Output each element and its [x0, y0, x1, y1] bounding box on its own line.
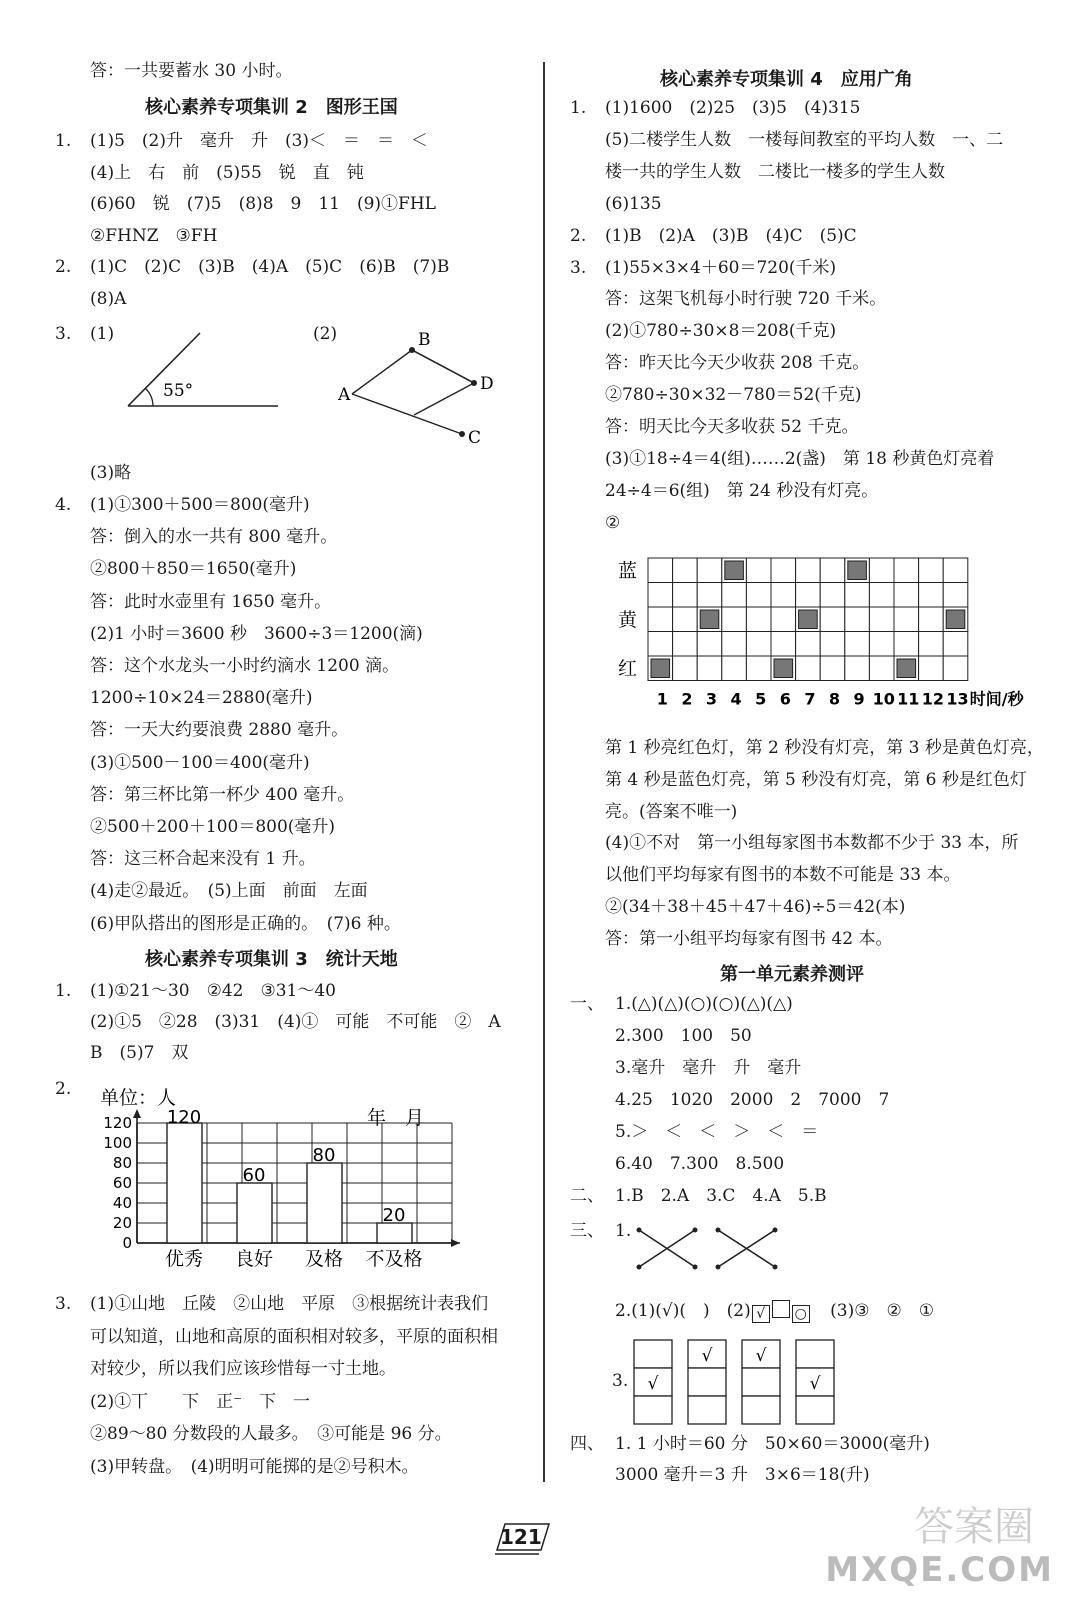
answer-line: (3)甲转盘。 (4)明明可能掷的是②号积木。 [90, 1456, 419, 1477]
question-number: 3. [570, 257, 587, 278]
column-divider [543, 62, 545, 1482]
y-tick-label: 60 [112, 1174, 132, 1192]
grid-cell [845, 583, 870, 608]
category-label: 及格 [304, 1248, 344, 1270]
grid-cell [845, 607, 870, 632]
answer-line: (2)①5 ②28 (3)31 (4)① 可能 不可能 ② A [90, 1012, 501, 1032]
grid-cell [673, 632, 698, 657]
x-label: 4 [730, 689, 742, 709]
question-number: 3. [55, 1294, 72, 1314]
checkbox-checked: √ [752, 1305, 770, 1323]
part-3-number: 三、 [570, 1221, 604, 1241]
answer-line: 楼一共的学生人数 二楼比一楼多的学生人数 [605, 161, 945, 182]
answer-line: (1)①山地 丘陵 ②山地 平原 ③根据统计表我们 [90, 1294, 489, 1314]
answer-line: 6.40 7.300 8.500 [615, 1154, 785, 1174]
grid-cell [673, 607, 698, 632]
grid-cell [943, 632, 968, 657]
grid-cell [697, 583, 722, 608]
answer-line: (1)1600 (2)25 (3)5 (4)315 [605, 98, 861, 118]
grid-cell [771, 632, 796, 657]
grid-cell [820, 583, 845, 608]
grid-cell [919, 558, 944, 583]
grid-cell [894, 607, 919, 632]
checkbox-empty [772, 1300, 790, 1318]
grid-cell [648, 583, 673, 608]
grid-cell [869, 632, 894, 657]
grid-cell [648, 558, 673, 583]
grid-cell [820, 656, 845, 681]
answer-line: (6)135 [605, 193, 662, 214]
x-unit-label: 时间/秒 [969, 689, 1024, 709]
grid-cell [722, 583, 747, 608]
grid-cell [943, 656, 968, 681]
y-tick-label: 80 [112, 1154, 132, 1172]
answer-line: 第 1 秒亮红色灯，第 2 秒没有灯亮，第 3 秒是黄色灯亮， [605, 738, 1044, 758]
category-label: 优秀 [164, 1248, 204, 1270]
grid-cell [771, 607, 796, 632]
answer-line: (2)①丅 下 正⁻ 下 一 [90, 1391, 311, 1412]
answer-line: 对较少，所以我们应该珍惜每一寸土地。 [90, 1359, 396, 1379]
point-d [471, 380, 477, 386]
q3-part3: (3)略 [90, 463, 132, 483]
grid-cell [722, 607, 747, 632]
answer-line: (1)①300＋500＝800(毫升) [90, 495, 310, 515]
grid-cell [894, 558, 919, 583]
part-3-item-2 [615, 1300, 934, 1323]
grid-cell [771, 583, 796, 608]
x-label: 2 [681, 689, 693, 709]
grid-cell [869, 583, 894, 608]
answer-line: 答：这个水龙头一小时约滴水 1200 滴。 [90, 656, 400, 676]
answer-line: (1)①21～30 ②42 ③31～40 [90, 981, 336, 1001]
matching-lines [625, 1222, 785, 1277]
x-label: 10 [872, 689, 895, 709]
answer-line: ②780÷30×32－780＝52(千克) [605, 385, 862, 406]
category-label: 不及格 [365, 1248, 423, 1270]
lit-cell [848, 561, 867, 580]
answer-line: ② [605, 512, 621, 533]
intro-answer: 答：一共要蓄水 30 小时。 [90, 61, 293, 81]
answer-line: 1. 1 小时＝60 分 50×60＝3000(毫升) [615, 1434, 930, 1454]
grid-cell [673, 558, 698, 583]
grid-cell [722, 632, 747, 657]
check-cell [796, 1396, 834, 1424]
question-number: 1. [55, 131, 72, 151]
answer-line: 答：这架飞机每小时行驶 720 千米。 [605, 289, 887, 310]
grid-cell [894, 583, 919, 608]
grid-cell [820, 558, 845, 583]
grid-cell [673, 583, 698, 608]
grid-cell [869, 558, 894, 583]
x-axis-arrow [451, 1239, 460, 1247]
grid-cell [771, 558, 796, 583]
answer-line: 答：一天大约要浪费 2880 毫升。 [90, 720, 349, 741]
bar [237, 1183, 272, 1243]
check-cell [634, 1396, 672, 1424]
hidden-line [462, 383, 474, 434]
grid-cell [722, 656, 747, 681]
answer-line: (1)C (2)C (3)B (4)A (5)C (6)B (7)B [90, 257, 450, 277]
answer-line: (4)上 右 前 (5)55 锐 直 钝 [90, 162, 364, 183]
angle-label: 55° [163, 381, 194, 401]
y-tick-label: 120 [103, 1114, 132, 1132]
question-number: 4. [55, 495, 72, 515]
row-label: 黄 [618, 609, 638, 631]
answer-line: (4)①不对 第一小组每家图书本数都不少于 33 本，所 [605, 833, 1019, 854]
label-b: B [418, 330, 431, 350]
answer-line: (2)①780÷30×8＝208(千克) [605, 321, 837, 342]
bar [307, 1163, 342, 1243]
answer-line: 答：这三杯合起来没有 1 升。 [90, 849, 316, 870]
answer-line: ②500＋200＋100＝800(毫升) [90, 817, 336, 837]
x-label: 1 [656, 689, 668, 709]
answer-line: ②89～80 分数段的人最多。 ③可能是 96 分。 [90, 1424, 452, 1444]
grid-cell [648, 632, 673, 657]
answer-line: (4)走②最近。 (5)上面 前面 左面 [90, 881, 368, 902]
x-label: 8 [828, 689, 841, 709]
answer-line: 答：明天比今天多收获 52 千克。 [605, 417, 859, 437]
x-label: 3 [705, 689, 718, 709]
grid-cell [746, 583, 771, 608]
answer-line: 1.B 2.A 3.C 4.A 5.B [615, 1186, 827, 1206]
answer-line: (8)A [90, 288, 127, 309]
answer-line: (1)B (2)A (3)B (4)C (5)C [605, 225, 857, 246]
answer-line: 2.300 100 50 [615, 1026, 752, 1046]
checkbox-columns [632, 1338, 862, 1428]
answer-line: 答：倒入的水一共有 800 毫升。 [90, 527, 338, 548]
grid-cell [943, 583, 968, 608]
q3-part1-label: (1) [90, 324, 115, 344]
part-3-item-1: 1. [615, 1221, 632, 1241]
date-label: 年 月 [367, 1107, 425, 1129]
question-3-number: 3. [55, 324, 72, 344]
bar-value-label: 80 [312, 1145, 336, 1166]
grid-cell [869, 607, 894, 632]
check-cell [742, 1368, 780, 1396]
grid-cell [869, 656, 894, 681]
unit-label: 单位：人 [100, 1087, 177, 1109]
point-c [459, 431, 465, 437]
angle-figures [100, 325, 500, 455]
section-2-title: 核心素养专项集训 2 图形王国 [145, 97, 398, 118]
grid-cell [796, 632, 821, 657]
grid-cell [919, 583, 944, 608]
answer-line: 亮。(答案不唯一) [605, 801, 738, 822]
grid-cell [796, 583, 821, 608]
answer-line: 1.(△)(△)(○)(○)(△)(△) [615, 994, 793, 1014]
answer-line: ②800＋850＝1650(毫升) [90, 559, 297, 580]
answer-line: (2)1 小时＝3600 秒 3600÷3＝1200(滴) [90, 623, 423, 644]
light-grid [610, 555, 1060, 720]
grid-cell [648, 607, 673, 632]
row-label: 红 [618, 658, 638, 680]
grid-cell [919, 656, 944, 681]
answer-line: 第 4 秒是蓝色灯亮，第 5 秒没有灯亮，第 6 秒是红色灯 [605, 769, 1027, 790]
question-2-number: 2. [55, 1079, 72, 1099]
grid-cell [673, 656, 698, 681]
lit-cell [651, 659, 670, 678]
bar [167, 1123, 202, 1243]
answer-line: 1200÷10×24＝2880(毫升) [90, 688, 313, 709]
answer-line: (5)二楼学生人数 一楼每间教室的平均人数 一、二 [605, 129, 1004, 150]
answer-line: 3.毫升 毫升 升 毫升 [615, 1058, 802, 1078]
y-axis-arrow [133, 1109, 141, 1118]
check-mark: √ [701, 1346, 713, 1366]
answer-line: ②(34＋38＋45＋47＋46)÷5＝42(本) [605, 897, 906, 917]
grid-cell [943, 558, 968, 583]
question-number: 四、 [570, 1434, 604, 1454]
check-cell [688, 1396, 726, 1424]
grid-cell [746, 607, 771, 632]
grid-cell [796, 558, 821, 583]
line-d-parallel [414, 383, 474, 415]
check-mark: √ [755, 1346, 767, 1366]
answer-line: (6)甲队搭出的图形是正确的。 (7)6 种。 [90, 913, 401, 934]
bar-value-label: 60 [242, 1165, 266, 1186]
grid-cell [919, 632, 944, 657]
grid-cell [796, 656, 821, 681]
item-2-part-3: (3)③ ② ① [830, 1301, 934, 1321]
bar-value-label: 120 [166, 1107, 202, 1128]
check-mark: √ [647, 1374, 659, 1394]
grid-cell [697, 558, 722, 583]
row-label: 蓝 [618, 560, 638, 582]
answer-line: B (5)7 双 [90, 1043, 189, 1063]
grid-cell [845, 632, 870, 657]
answer-line: 答：此时水壶里有 1650 毫升。 [90, 591, 332, 612]
bar [377, 1223, 412, 1243]
answer-line: (1)5 (2)升 毫升 升 (3)＜ ＝ ＝ ＜ [90, 131, 429, 151]
part-3-item-3: 3. [612, 1371, 629, 1391]
check-mark: √ [809, 1374, 821, 1394]
line-ab [352, 350, 412, 394]
item-2-text: 2.(1)(√)( ) (2) [615, 1301, 751, 1321]
y-tick-label: 100 [103, 1134, 132, 1152]
point-b [409, 347, 415, 353]
q3-part2-label: (2) [313, 324, 338, 344]
check-cell [742, 1396, 780, 1424]
lit-cell [799, 610, 818, 629]
lit-cell [700, 610, 719, 629]
answer-line: (1)55×3×4＋60＝720(千米) [605, 257, 837, 278]
category-label: 良好 [234, 1248, 274, 1270]
check-cell [796, 1340, 834, 1368]
bar-chart [95, 1080, 475, 1275]
bar-value-label: 20 [382, 1205, 406, 1226]
x-label: 12 [921, 689, 945, 709]
y-tick-label: 0 [122, 1234, 132, 1252]
angle-arc [145, 388, 153, 406]
lit-cell [897, 659, 916, 678]
watermark-site: MXQE.COM [825, 1550, 1054, 1590]
question-number: 2. [55, 257, 72, 277]
grid-cell [746, 558, 771, 583]
answer-line: 答：第一小组平均每家有图书 42 本。 [605, 928, 893, 949]
check-cell [634, 1340, 672, 1368]
label-c: C [468, 428, 482, 448]
grid-cell [697, 632, 722, 657]
answer-line: (6)60 锐 (7)5 (8)8 9 11 (9)①FHL [90, 194, 436, 214]
grid-cell [820, 607, 845, 632]
x-label: 11 [897, 689, 920, 709]
answer-line: 4.25 1020 2000 2 7000 7 [615, 1090, 890, 1110]
check-cell [688, 1368, 726, 1396]
x-label: 13 [946, 689, 969, 709]
answer-line: (3)①500－100＝400(毫升) [90, 752, 310, 773]
grid-cell [746, 632, 771, 657]
label-d: D [480, 374, 494, 394]
answer-line: (3)①18÷4＝4(组)……2(盏) 第 18 秒黄色灯亮着 [605, 448, 995, 469]
grid-cell [746, 656, 771, 681]
x-label: 7 [804, 689, 816, 709]
question-number: 1. [570, 98, 587, 118]
lit-cell [725, 561, 744, 580]
grid-cell [820, 632, 845, 657]
grid-cell [919, 607, 944, 632]
lit-cell [946, 610, 965, 629]
question-number: 2. [570, 225, 587, 246]
y-tick-label: 40 [112, 1194, 132, 1212]
answer-line: 答：昨天比今天少收获 208 千克。 [605, 353, 870, 374]
section-3-title: 核心素养专项集训 3 统计天地 [145, 949, 398, 970]
x-label: 6 [779, 689, 791, 709]
y-tick-label: 20 [112, 1214, 132, 1232]
grid-cell [894, 632, 919, 657]
section-4-title: 核心素养专项集训 4 应用广角 [660, 69, 913, 90]
unit-1-title: 第一单元素养测评 [720, 964, 864, 985]
grid-cell [845, 656, 870, 681]
answer-line: 答：第三杯比第一杯少 400 毫升。 [90, 784, 355, 805]
question-number: 1. [55, 981, 72, 1001]
question-number: 二、 [570, 1186, 604, 1206]
answer-line: 以他们平均每家有图书的本数不可能是 33 本。 [605, 865, 961, 886]
line-ac [352, 394, 462, 434]
page-number: 121 [500, 1525, 542, 1549]
grid-cell [697, 656, 722, 681]
answer-line: 24÷4＝6(组) 第 24 秒没有灯亮。 [605, 480, 879, 501]
checkbox-circle: ○ [792, 1305, 810, 1323]
answer-line: ②FHNZ ③FH [90, 225, 218, 246]
question-number: 一、 [570, 994, 604, 1014]
answer-line: 5.＞ ＜ ＜ ＞ ＜ ＝ [615, 1122, 819, 1142]
x-label: 5 [755, 689, 767, 709]
lit-cell [774, 659, 793, 678]
answer-line: 可以知道，山地和高原的面积相对较多，平原的面积相 [90, 1326, 498, 1347]
watermark-logo: 答案圈 [914, 1504, 1034, 1550]
x-label: 9 [853, 689, 865, 709]
answer-line: 3000 毫升＝3 升 3×6＝18(升) [615, 1465, 870, 1485]
label-a: A [338, 385, 351, 405]
